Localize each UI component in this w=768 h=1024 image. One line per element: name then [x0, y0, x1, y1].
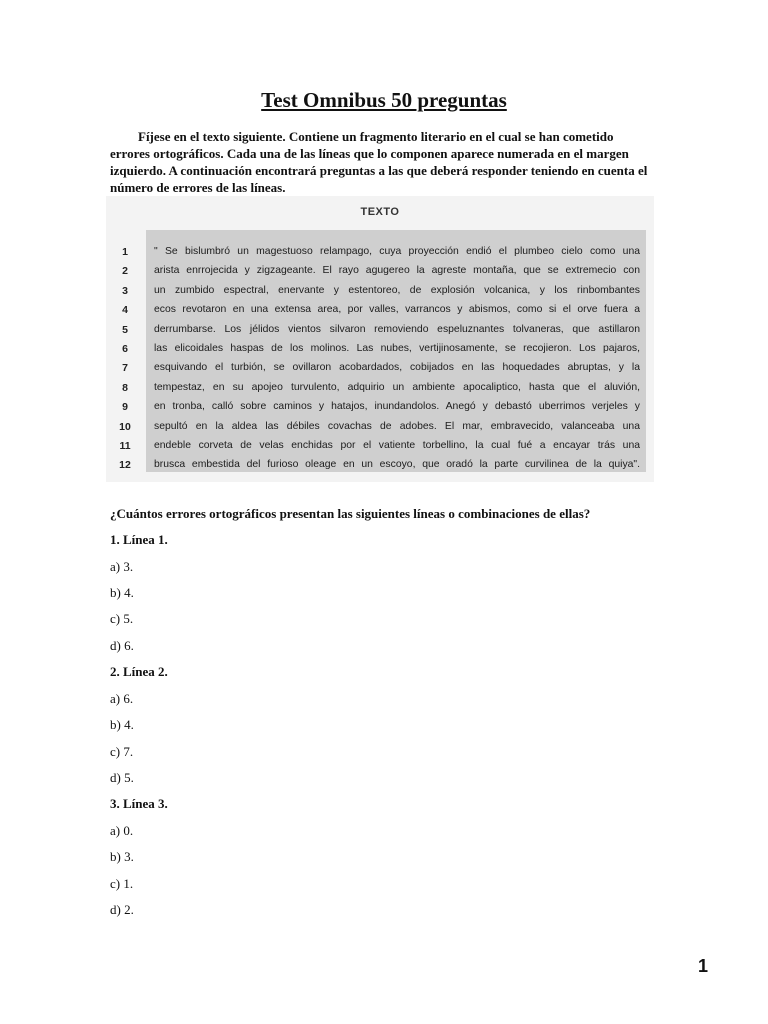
answer-option: c) 1.: [110, 876, 134, 891]
passage-text-box: [146, 230, 646, 472]
line-number: 9: [122, 401, 128, 414]
question-prompt: ¿Cuántos errores ortográficos presentan las siguientes líneas o combinaciones de ellas?: [110, 506, 591, 521]
passage-line: endeble corveta de velas enchidas por el vatiente torbellino, la cual fué a encayar trás una: [154, 440, 640, 451]
answer-option: b) 4.: [110, 717, 134, 732]
line-number: 12: [119, 459, 131, 472]
passage-line: ecos revotaron en una extensa area, por valles, varrancos y abismos, como si el orve fuera a: [154, 304, 640, 316]
passage-line: sepultó en la aldea las débiles covachas de adobes. El mar, embravecido, valanceaba una: [154, 420, 640, 432]
passage-line: las elicoidales haspas de los molinos. Las nubes, vertijinosamente, se recojieron. Los pajaros,: [154, 343, 640, 354]
line-number: 10: [119, 420, 131, 433]
question-heading: 1. Línea 1.: [110, 532, 168, 547]
answer-option: a) 3.: [110, 559, 134, 574]
instructions-text: Fíjese en el texto siguiente. Contiene un fragmento literario en el cual se han cometido errores ortográficos. Cada una de las líneas que lo componen aparece numerada en el margen izquierdo. A continuación encontrará preguntas a las que deberá responder teniendo en cuenta el número de errores de las líneas.: [110, 129, 648, 195]
question-heading: 3. Línea 3.: [110, 796, 168, 811]
instructions-paragraph: [110, 128, 655, 196]
page-number: 1: [697, 956, 708, 976]
answer-option: d) 5.: [110, 770, 134, 785]
answer-option: c) 7.: [110, 744, 134, 759]
line-number: 3: [122, 284, 128, 297]
passage-line: " Se bislumbró un magestuoso relampago, cuya proyección endió el plumbeo cielo como una: [154, 246, 640, 257]
answer-option: a) 0.: [110, 823, 134, 838]
line-number: 7: [122, 362, 128, 375]
answer-option: c) 5.: [110, 611, 134, 626]
answer-option: d) 2.: [110, 902, 134, 917]
answer-option: d) 6.: [110, 638, 134, 653]
passage-line: tempestaz, en su apojeo turvulento, adquirio un ambiente apocaliptico, hasta que el aluvión,: [154, 381, 640, 393]
line-number: 2: [122, 265, 128, 278]
line-number: 5: [122, 323, 128, 336]
passage-line: esquivando el turbión, se ovillaron acobardados, cobijados en las hoquedades abruptas, y la: [154, 362, 640, 374]
passage-line: derrumbarse. Los jélidos vientos silvaron removiendo espeluznantes tolvaneras, que astillaron: [154, 323, 640, 335]
line-number: 11: [119, 440, 131, 452]
line-number: 8: [122, 381, 128, 394]
answer-option: b) 3.: [110, 849, 134, 864]
line-number: 1: [122, 246, 128, 258]
line-number: 6: [122, 343, 128, 355]
passage-scan: [106, 196, 654, 482]
passage-line: un zumbido espectral, enervante y estentoreo, de explosión volcanica, y los rinbombantes: [154, 284, 640, 296]
document-title: Test Omnibus 50 preguntas: [261, 88, 507, 112]
line-number: 4: [122, 304, 128, 317]
passage-label: TEXTO: [360, 206, 400, 218]
passage-line: en tronba, calló sobre caminos y hatajos, inundandolos. Anegó y debastó uberrimos verjeles y: [154, 401, 640, 413]
answer-option: b) 4.: [110, 585, 134, 600]
question-heading: 2. Línea 2.: [110, 664, 168, 679]
passage-line: arista enrrojecida y zigzageante. El rayo agugereo la agreste montaña, que se extremecio con: [154, 265, 640, 277]
answer-option: a) 6.: [110, 691, 134, 706]
passage-line: brusca embestida del furioso oleage en un escoyo, que oradó la parte curvilinea de la quiya".: [154, 459, 640, 471]
